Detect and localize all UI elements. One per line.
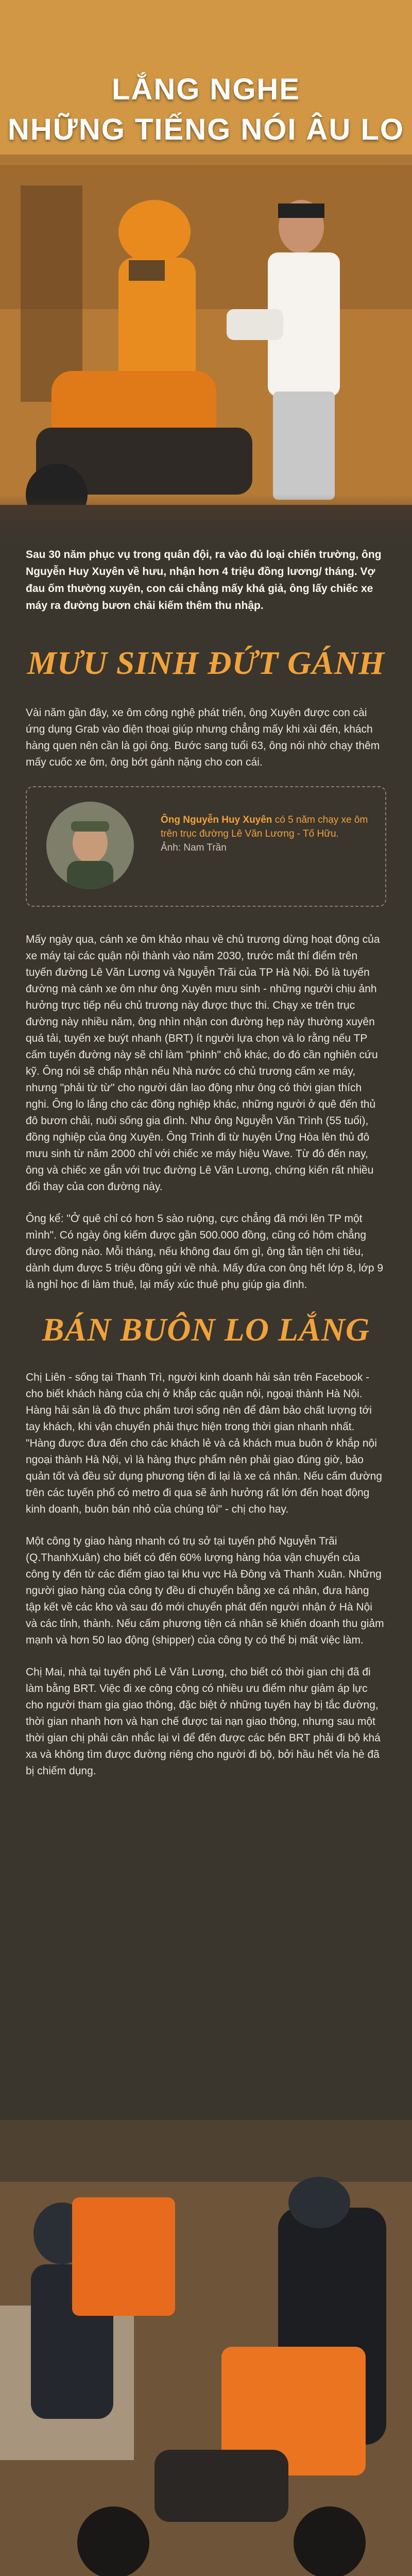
portrait-illustration <box>46 802 134 889</box>
photo-credit: Ảnh: Nam Trần <box>161 842 227 853</box>
hero-title-line2: NHỮNG TIẾNG NÓI ÂU LO <box>7 113 404 146</box>
caption-name: Ông Nguyễn Huy Xuyên <box>161 815 272 825</box>
hero-fade <box>0 495 412 541</box>
section1-body <box>0 705 412 771</box>
hero-title-line1: LẮNG NGHE <box>112 73 300 106</box>
caption-description: có 5 năm chạy xe ôm trên trục đường Lê Văn Lương - Tố Hữu. <box>161 815 368 839</box>
section2-title: BÁN BUÔN LO LẮNG <box>42 1311 370 1348</box>
section2-body <box>0 1369 412 1780</box>
delivery-illustration <box>0 2120 412 2576</box>
section1-paragraph-3: Ông kể: "Ở quê chỉ có hơn 5 sào ruộng, cực chẳng đã mới lên TP một mình". Có ngày ông kiếm được gần 500.000 đồng, cũng có hôm chẳng được đồng nào. Mỗi tháng, nếu không đau ốm gì, ông tằn tiện chi tiêu, dành dụm được 5 triệu đồng gửi về nhà. Mấy đứa con ông hết lớp 8, lớp 9 là nghỉ học đi làm thuê, lại mấy xúc thuê phụ giúp gia đình. <box>26 1213 384 1291</box>
section2-paragraph-3: Chị Mai, nhà tại tuyến phố Lê Văn Lương, cho biết có thời gian chị đã đi làm bằng BRT. Việc đi xe công cộng có nhiều ưu điểm như giảm áp lực cho người tham gia giao thông, đặc biệt ở những tuyến hay bị tắc đường, thời gian nhanh hơn và hạn chế được tai nạn giao thông, nhưng sau một thời gian chị phải cân nhắc lại vì để đến được các bến BRT phải đi bộ khá xa và không tìm được đường riêng cho người đi bộ, bởi hầu hết vỉa hè đã bị chiếm dụng. <box>26 1666 381 1777</box>
delivery-photo <box>0 2120 412 2576</box>
section1-body-continued <box>0 931 412 1293</box>
photo-caption-box <box>26 786 386 907</box>
intro-text: Sau 30 năm phục vụ trong quân đội, ra vào đủ loại chiến trường, ông Nguyễn Huy Xuyên về hưu, nhận hơn 4 triệu đồng lương/ tháng. Vợ đau ốm thường xuyên, con cái chẳng mấy khá giả, ông lấy chiếc xe máy ra đường bươn chải kiếm thêm thu nhập. <box>26 549 382 612</box>
section1-title: MƯU SINH ĐỨT GÁNH <box>27 645 385 681</box>
section1-paragraph-1: Vài năm gần đây, xe ôm công nghệ phát triển, ông Xuyên được con cài ứng dụng Grab vào điện thoại giúp nhưng chẳng mấy khi xài đến, khách hàng quen nên cần là gọi ông. Bước sang tuổi 63, ông nói nhờ chạy thêm mấy cuốc xe ôm, ông bớt gánh nặng cho con cái. <box>26 707 380 768</box>
intro-block <box>0 546 412 614</box>
hero-title <box>0 70 412 150</box>
avatar <box>46 802 134 889</box>
section2-paragraph-2: Một công ty giao hàng nhanh có trụ sở tại tuyến phố Nguyễn Trãi (Q.ThanhXuân) cho biết có đến 60% lượng hàng hóa vận chuyển của công ty đến từ các điểm giao tại khu vực Hà Đông và Thanh Xuân. Những người giao hàng của công ty đều di chuyển bằng xe cá nhân, đưa hàng tập kết về các kho và sau đó mới chuyển phát đến người nhận ở Hà Nội và các tỉnh, thành. Nếu cấm phương tiện cá nhân sẽ khiến doanh thu giảm mạnh và hơn 50 lao động (shipper) của công ty có thể bị mất việc làm. <box>26 1535 384 1646</box>
section2-paragraph-1: Chị Liên - sống tại Thanh Trì, người kinh doanh hải sản trên Facebook - cho biết khách hàng của chị ở khắp các quận nội, ngoại thành Hà Nội. Hàng hải sản là đồ thực phẩm tươi sống nên để đảm bảo chất lượng tới tay khách, khi vận chuyển phải thực hiện trong thời gian nhanh nhất. "Hàng được đưa đến cho các khách lẻ và cả khách mua buôn ở khắp nội ngoại thành Hà Nội, vì là hàng thực phẩm nên phải giao đúng giờ, bảo quản tốt và đều sử dụng phương tiện đi lại là xe cá nhân. Nếu cấm đường trên các tuyến phố có metro đi qua sẽ ảnh hưởng rất lớn đến hoạt động kinh doanh, buôn bán nhỏ của chúng tôi" - chị cho hay. <box>26 1371 382 1515</box>
photo-caption <box>161 813 377 855</box>
hero-photo <box>0 0 412 541</box>
section1-paragraph-2: Mấy ngày qua, cánh xe ôm khảo nhau về chủ trương dừng hoạt động của xe máy tại các quận nội thành vào năm 2030, trước mắt thí điểm trên tuyến đường Lê Văn Lương và Nguyễn Trãi của TP Hà Nội. Đó là tuyến đường mà cánh xe ôm như ông Xuyên mưu sinh - những người chịu ảnh hưởng trực tiếp nếu chủ trương này được thực thi. Chạy xe trên trục đường này nhiều năm, ông nhìn nhận con đường hẹp này thường xuyên quá tải, tuyến xe buýt nhanh (BRT) ít người lựa chọn và lo rằng nếu TP cấm tuyến đường này sẽ chỉ làm "phình" chỗ khác, do đó cần nghiên cứu kỹ. Ông nói sẽ chấp nhận nếu Nhà nước có chủ trương cấm xe máy, nhưng "phải từ từ" cho người dân lao động như ông có thời gian thích nghi. Ông lo lắng cho các đồng nghiệp khác, những người ở quê đến thủ đô bươn chải, nuôi sống gia đình. Như ông Nguyễn Văn Trình (55 tuổi), đồng nghiệp của ông Xuyên. Ông Trình đi từ huyện Ứng Hòa lên thủ đô mưu sinh từ năm 2000 chỉ với chiếc xe máy hiệu Wave. Từ đó đến nay, ông và chiếc xe gắn với trục đường Lê Văn Lương, chứng kiến rất nhiều đổi thay của con đường này. <box>26 934 380 1193</box>
